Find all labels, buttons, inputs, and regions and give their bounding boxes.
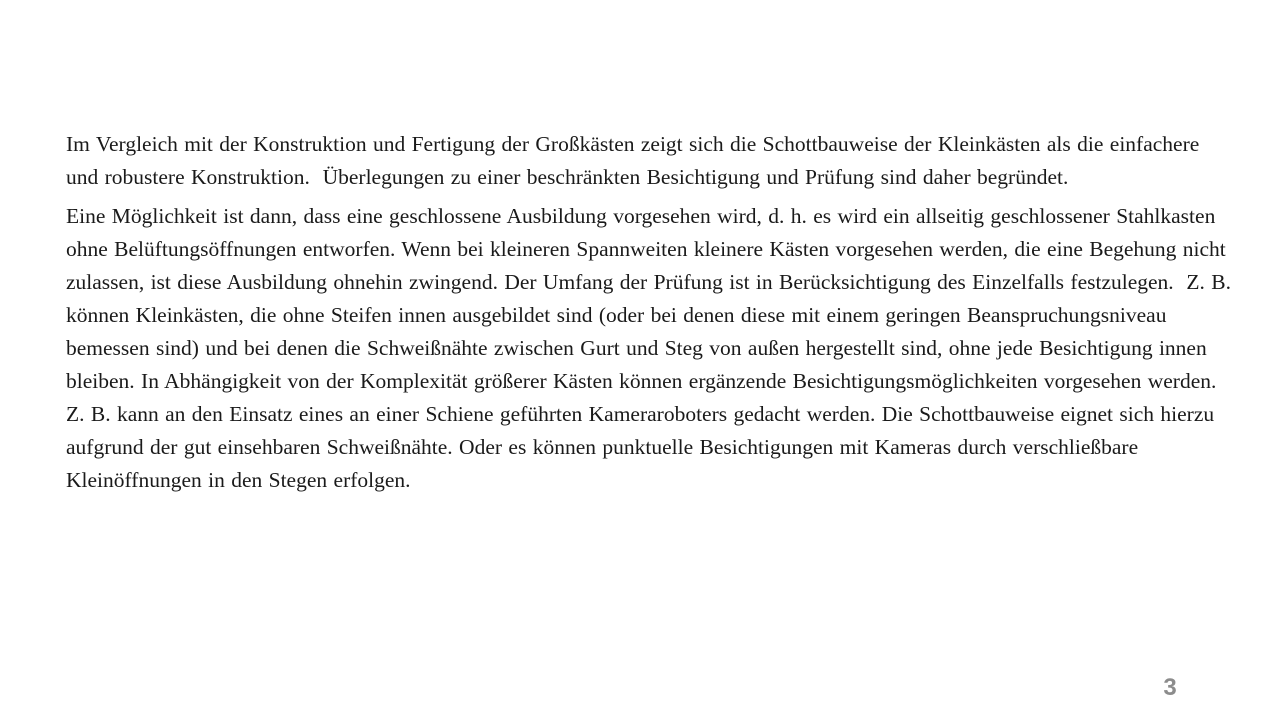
paragraph-2: Eine Möglichkeit ist dann, dass eine geschlossene Ausbildung vorgesehen wird, d. h. es wird ein allseitig geschlossener Stahlkasten ohne Belüftungsöffnungen entworfen. Wenn bei kleineren Spannweiten kleinere Kästen vorgesehen werden, die eine Begehung nicht zulassen, ist diese Ausbildung ohnehin zwingend. Der Umfang der Prüfung ist in Berücksichtigung des Einzelfalls festzulegen. Z. B. können Kleinkästen, die ohne Steifen innen ausgebildet sind (oder bei denen diese mit einem geringen Beanspruchungsniveau bemessen sind) und bei denen die Schweißnähte zwischen Gurt und Steg von außen hergestellt sind, ohne jede Besichtigung innen bleiben. In Abhängigkeit von der Komplexität größerer Kästen können ergänzende Besichtigungsmöglichkeiten vorgesehen werden. Z. B. kann an den Einsatz eines an einer Schiene geführten Kameraroboters gedacht werden. Die Schottbauweise eignet sich hierzu aufgrund der gut einsehbaren Schweißnähte. Oder es können punktuelle Besichtigungen mit Kameras durch verschließbare Kleinöffnungen in den Stegen erfolgen.	[66, 204, 1238, 492]
slide-body-text	[66, 128, 1238, 503]
paragraph-1: Im Vergleich mit der Konstruktion und Fertigung der Großkästen zeigt sich die Schottbauweise der Kleinkästen als die einfachere und robustere Konstruktion. Überlegungen zu einer beschränkten Besichtigung und Prüfung sind daher begründet.	[66, 132, 1206, 189]
page-number: 3	[1163, 674, 1177, 701]
